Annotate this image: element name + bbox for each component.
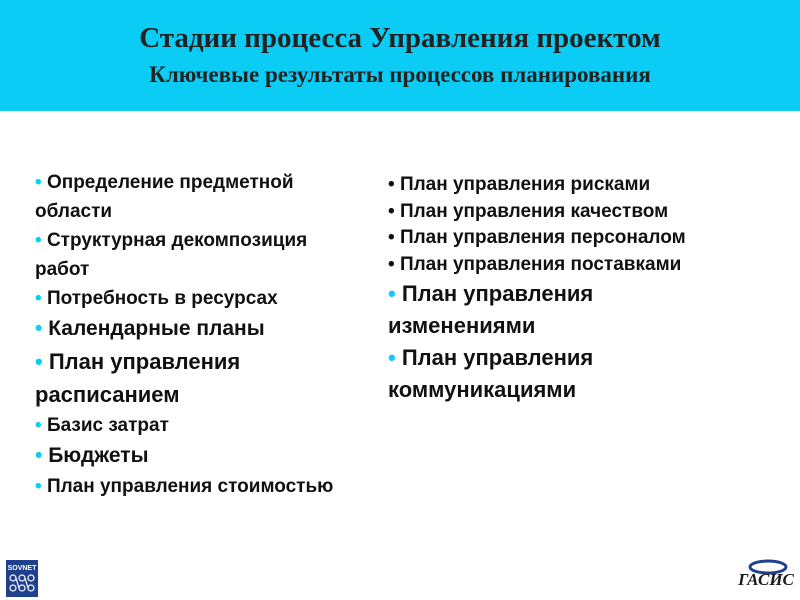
list-item-text: Календарные планы	[48, 317, 265, 340]
header-banner	[0, 0, 800, 111]
bullet-icon: •	[35, 476, 42, 497]
list-item-text: Базис затрат	[46, 415, 169, 436]
list-item-text: План управления персоналом	[399, 227, 686, 248]
list-item-text: План управления изменениями	[388, 281, 594, 338]
list-item-text: План управления качеством	[399, 200, 669, 222]
bullet-icon: •	[388, 200, 395, 222]
right-bullet-list	[388, 172, 788, 406]
list-item	[35, 313, 365, 345]
slide-subtitle: Ключевые результаты процессов планирования	[149, 62, 651, 87]
list-item	[388, 278, 688, 342]
slide-title: Стадии процесса Управления проектом	[139, 22, 661, 54]
bullet-icon: •	[35, 349, 43, 374]
bullet-icon: •	[388, 253, 395, 275]
bullet-icon: •	[388, 227, 395, 248]
list-item-text: План управления расписанием	[35, 349, 241, 407]
list-item	[35, 168, 365, 226]
list-item-text: Бюджеты	[48, 444, 149, 467]
list-item	[388, 225, 788, 252]
bullet-icon: •	[35, 415, 42, 436]
list-item-text: План управления поставками	[399, 253, 682, 275]
list-item	[35, 284, 365, 313]
bullet-icon: •	[35, 288, 42, 309]
left-bullet-list	[35, 168, 365, 501]
bullet-icon: •	[35, 444, 43, 467]
list-item-text: Определение предметной области	[35, 172, 294, 222]
list-item	[35, 345, 365, 411]
bullet-icon: •	[35, 230, 42, 251]
list-item	[35, 411, 365, 440]
bullet-icon: •	[35, 172, 42, 193]
list-item-text: Потребность в ресурсах	[46, 288, 278, 309]
gasis-logo	[738, 558, 794, 592]
list-item	[35, 226, 365, 284]
gasis-logo-text: ГАСИС	[738, 570, 794, 589]
bullet-icon: •	[388, 281, 396, 306]
list-item	[388, 252, 788, 279]
list-item	[35, 472, 365, 501]
sovnet-logo	[6, 560, 38, 597]
list-item-text: План управления коммуникациями	[388, 345, 594, 402]
bullet-icon: •	[388, 174, 395, 195]
list-item	[388, 342, 688, 406]
bullet-icon: •	[388, 345, 396, 370]
list-item	[388, 199, 788, 226]
list-item-text: План управления стоимостью	[46, 476, 334, 497]
list-item-text: План управления рисками	[399, 174, 651, 195]
list-item	[388, 172, 788, 199]
list-item	[35, 440, 365, 472]
sovnet-logo-text: SOVNET	[7, 565, 37, 572]
bullet-icon: •	[35, 317, 43, 340]
list-item-text: Структурная декомпозиция работ	[35, 230, 308, 280]
